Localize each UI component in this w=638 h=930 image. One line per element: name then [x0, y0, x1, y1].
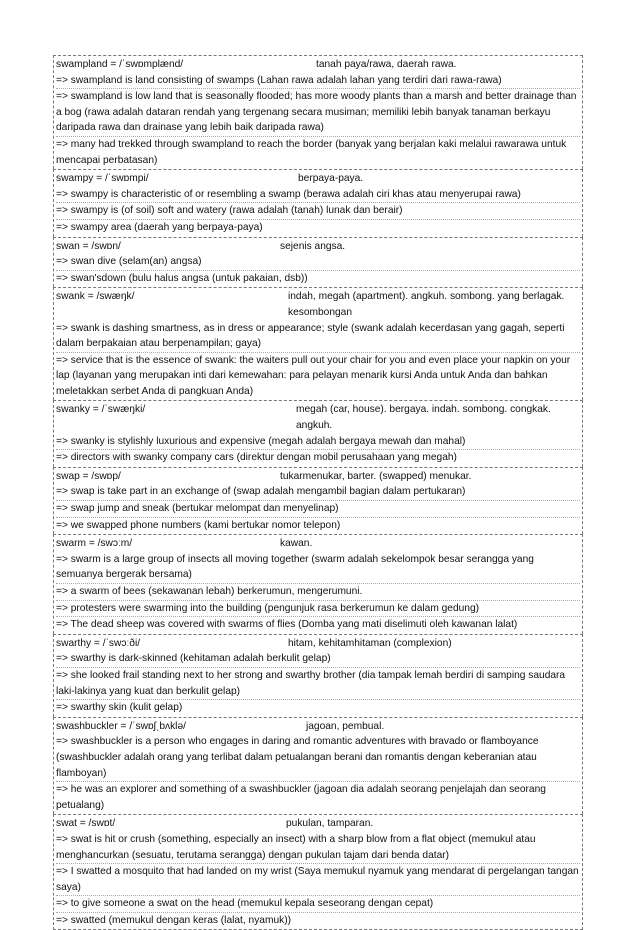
dictionary-entry — [53, 814, 583, 930]
example-line: => swampy is (of soil) soft and watery (rawa adalah (tanah) lunak dan berair) — [56, 203, 580, 220]
headword-pronunciation: swanky = /ˈswæŋki/ — [56, 404, 146, 416]
headword-pronunciation: swarthy = /ˈswɔːði/ — [56, 637, 141, 649]
example-line: => swarthy is dark-skinned (kehitaman adalah berkulit gelap) — [56, 651, 580, 668]
headword-meaning: indah, megah (apartment). angkuh. sombong. yang berlagak. kesombongan — [288, 291, 565, 318]
headword-pronunciation: swap = /swɒp/ — [56, 470, 121, 482]
dictionary-entry — [53, 287, 583, 400]
example-line: => swampland is low land that is seasonally flooded; has more woody plants than a marsh and better drainage than a bog (rawa adalah dataran rendah yang tergenang secara musiman; memiliki lebih banyak tanaman berkayu daripada rawa dan drainase yang lebih baik daripada rawa) — [56, 89, 580, 137]
headword-meaning: pukulan, tamparan. — [286, 818, 374, 830]
dictionary-entry — [53, 717, 583, 815]
example-line: => swan dive (selam(an) angsa) — [56, 254, 580, 271]
dictionary-entry — [53, 467, 583, 534]
example-line: => he was an explorer and something of a swashbuckler (jagoan dia adalah seorang penjelajah dan seorang petualang) — [56, 784, 546, 811]
headword-pronunciation: swank = /swæŋk/ — [56, 291, 135, 303]
example-line: => directors with swanky company cars (direktur dengan mobil perusahaan yang megah) — [56, 452, 457, 464]
example-line: => swarthy skin (kulit gelap) — [56, 702, 183, 714]
entry-headword-line — [56, 636, 580, 652]
entry-headword-line — [56, 469, 580, 485]
example-line: => we swapped phone numbers (kami bertukar nomor telepon) — [56, 519, 341, 531]
entry-headword-line — [56, 57, 580, 73]
example-line: => The dead sheep was covered with swarms of flies (Domba yang mati diselimuti oleh kawanan lalat) — [56, 619, 518, 631]
example-line: => swap is take part in an exchange of (swap adalah mengambil bagian dalam pertukaran) — [56, 484, 580, 501]
example-line: => protesters were swarming into the building (pengunjuk rasa berkerumun ke dalam gedung) — [56, 601, 580, 618]
dictionary-entry — [53, 400, 583, 466]
example-line: => swan'sdown (bulu halus angsa (untuk pakaian, dsb)) — [56, 272, 308, 284]
entry-headword-line — [56, 402, 580, 433]
headword-pronunciation: swan = /swɒn/ — [56, 240, 121, 252]
headword-meaning: hitam, kehitamhitaman (complexion) — [288, 637, 452, 649]
example-line: => I swatted a mosquito that had landed on my wrist (Saya memukul nyamuk yang mendarat di pergelangan tangan saya) — [56, 864, 580, 896]
dictionary-entry — [53, 237, 583, 288]
headword-meaning: kawan. — [280, 538, 313, 550]
example-line: => swashbuckler is a person who engages in daring and romantic adventures with bravado or flamboyance (swashbuckler adalah orang yang terlibat dalam petualangan berani dan romantis dengan keberanian atau flamboyan) — [56, 734, 580, 782]
dictionary-document — [53, 55, 583, 930]
example-line: => many had trekked through swampland to reach the border (banyak yang berjalan kaki melalui rawarawa untuk mencapai perbatasan) — [56, 138, 567, 166]
headword-pronunciation: swat = /swɒt/ — [56, 818, 116, 830]
example-line: => she looked frail standing next to her strong and swarthy brother (dia tampak lemah berdiri di samping saudara laki-lakinya yang kuat dan berkulit gelap) — [56, 668, 580, 700]
headword-meaning: tanah paya/rawa, daerah rawa. — [316, 59, 457, 70]
example-line: => a swarm of bees (sekawanan lebah) berkerumun, mengerumuni. — [56, 584, 580, 601]
dictionary-entry — [53, 55, 583, 169]
entry-headword-line — [56, 719, 580, 735]
headword-pronunciation: swarm = /swɔːm/ — [56, 538, 133, 550]
dictionary-entry — [53, 169, 583, 236]
example-line: => to give someone a swat on the head (memukul kepala seseorang dengan cepat) — [56, 896, 580, 913]
dictionary-entry — [53, 534, 583, 634]
entry-headword-line — [56, 239, 580, 255]
headword-meaning: berpaya-paya. — [298, 173, 364, 185]
example-line: => swampy area (daerah yang berpaya-paya) — [56, 221, 263, 233]
headword-meaning: sejenis angsa. — [280, 240, 346, 252]
example-line: => swap jump and sneak (bertukar melompat dan menyelinap) — [56, 501, 580, 518]
example-line: => swatted (memukul dengan keras (lalat, nyamuk)) — [56, 914, 291, 926]
headword-meaning: megah (car, house). bergaya. indah. sombong. congkak. angkuh. — [296, 404, 551, 432]
headword-meaning: tukarmenukar, barter. (swapped) menukar. — [280, 470, 472, 482]
headword-meaning: jagoan, pembual. — [306, 720, 385, 732]
headword-pronunciation: swashbuckler = /ˈswɒʃˌbʌklə/ — [56, 720, 186, 732]
entry-headword-line — [56, 171, 580, 187]
entry-headword-line — [56, 289, 580, 320]
example-line: => swanky is stylishly luxurious and expensive (megah adalah bergaya mewah dan mahal) — [56, 434, 580, 451]
example-line: => swampy is characteristic of or resembling a swamp (berawa adalah ciri khas atau menyerupai rawa) — [56, 187, 580, 204]
headword-pronunciation: swampy = /ˈswɒmpi/ — [56, 173, 149, 185]
entry-headword-line — [56, 536, 580, 552]
example-line: => swank is dashing smartness, as in dress or appearance; style (swank adalah kecerdasan yang gagah, seperti dalam berpakaian atau berpenampilan; gaya) — [56, 321, 580, 353]
headword-pronunciation: swampland = /ˈswɒmplænd/ — [56, 59, 184, 70]
example-line: => swat is hit or crush (something, especially an insect) with a sharp blow from a flat object (memukul atau menghancurkan (sesuatu, terutama serangga) dengan pukulan tajam dari benda datar) — [56, 832, 580, 864]
example-line: => swarm is a large group of insects all moving together (swarm adalah sekelompok besar serangga yang semuanya bergerak bersama) — [56, 552, 580, 584]
entry-headword-line — [56, 816, 580, 832]
example-line: => swampland is land consisting of swamps (Lahan rawa adalah lahan yang terdiri dari rawa-rawa) — [56, 73, 580, 90]
example-line: => service that is the essence of swank: the waiters pull out your chair for you and even place your napkin on your lap (layanan yang merupakan inti dari kemewahan: para pelayan menarik kursi Anda untuk Anda dan bahkan meletakkan serbet Anda di pangkuan Anda) — [56, 354, 571, 397]
dictionary-entry — [53, 634, 583, 717]
